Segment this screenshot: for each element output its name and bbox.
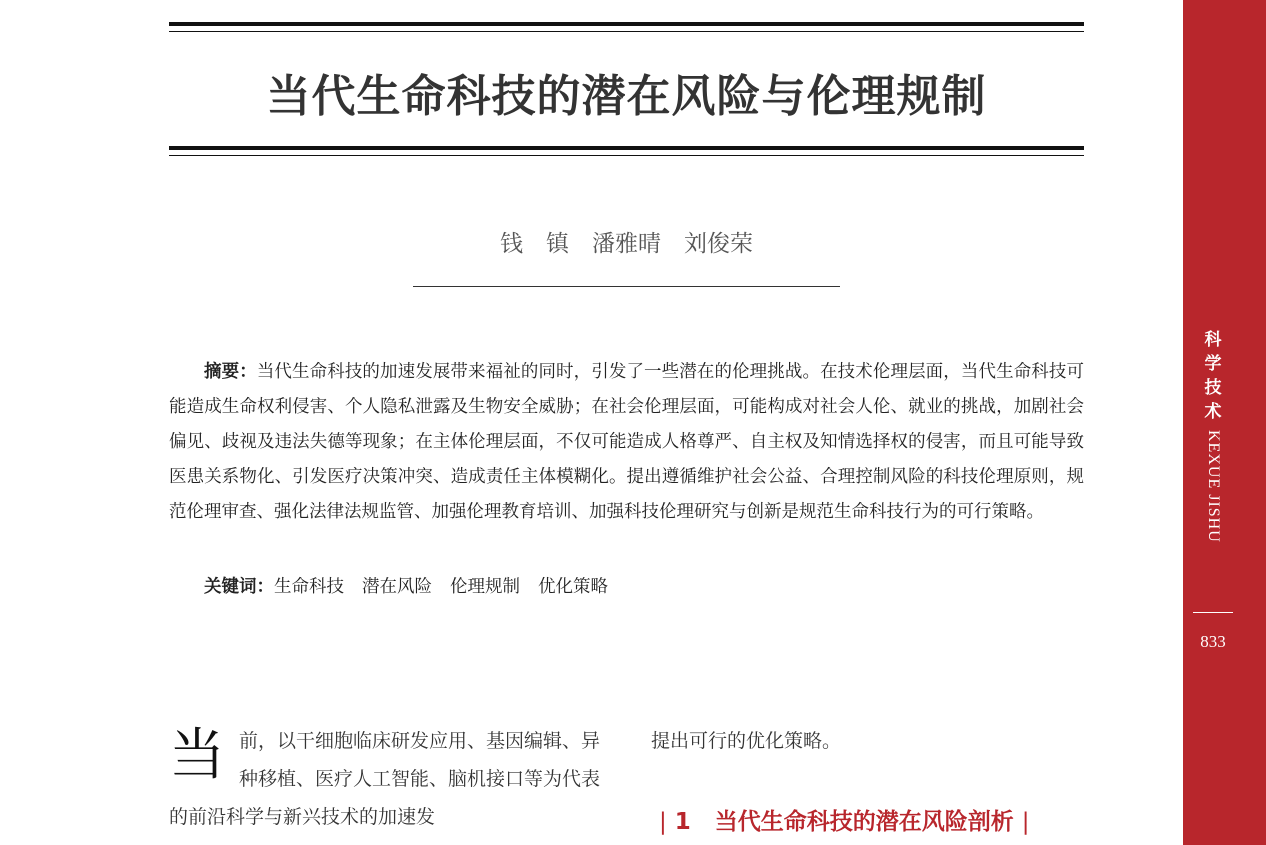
keywords-label: 关键词： (204, 577, 274, 597)
section-heading (651, 803, 1083, 836)
sidebar-column-title (1183, 328, 1243, 543)
body-column-left (169, 722, 605, 836)
sidebar-char: 术 (1204, 402, 1222, 422)
author-divider (413, 286, 840, 287)
top-rule-thick (169, 22, 1084, 26)
abstract-text: 当代生命科技的加速发展带来福祉的同时，引发了一些潜在的伦理挑战。在技术伦理层面，当代生命科技可能造成生命权利侵害、个人隐私泄露及生物安全威胁；在社会伦理层面，可能构成对社会人伦、就业的挑战，加剧社会偏见、歧视及违法失德等现象；在主体伦理层面，不仅可能造成人格尊严、自主权及知情选择权的侵害，而且可能导致医患关系物化、引发医疗决策冲突、造成责任主体模糊化。提出遵循维护社会公益、合理控制风险的科技伦理原则，规范伦理审查、强化法律法规监管、加强伦理教育培训、加强科技伦理研究与创新是规范生命科技行为的可行策略。 (169, 362, 1085, 522)
sidebar-char: 科 (1204, 330, 1222, 350)
abstract (169, 355, 1084, 530)
section-title: 当代生命科技的潜在风险剖析 (714, 809, 1014, 835)
drop-cap: 当 (169, 723, 225, 788)
author-list: 钱 镇 潘雅晴 刘俊荣 (500, 231, 753, 257)
sidebar-char: 技 (1204, 378, 1222, 398)
keyword: 伦理规制 (450, 577, 520, 597)
page-number: 833 (1200, 632, 1226, 651)
article-title: 当代生命科技的潜在风险与伦理规制 (266, 71, 987, 122)
sidebar-divider (1193, 612, 1233, 613)
top-rule-thin (169, 31, 1084, 32)
keyword: 优化策略 (538, 577, 608, 597)
heading-bar-left: | (659, 809, 667, 835)
keyword: 生命科技 (274, 577, 344, 597)
abstract-label: 摘要： (204, 362, 257, 382)
title-rule-thin (169, 155, 1084, 156)
journal-sidebar (1183, 0, 1266, 845)
body-column-right (651, 722, 1083, 760)
body-text-right: 提出可行的优化策略。 (651, 730, 842, 752)
keyword: 潜在风险 (362, 577, 432, 597)
section-number: 1 (674, 809, 691, 835)
body-text-left: 前，以干细胞临床研发应用、基因编辑、异种移植、医疗人工智能、脑机接口等为代表的前沿科学与新兴技术的加速发 (169, 730, 601, 828)
keywords (169, 570, 1084, 605)
sidebar-english: KEXUE JISHU (1205, 430, 1222, 543)
title-rule-thick (169, 146, 1084, 150)
sidebar-char: 学 (1204, 354, 1222, 374)
heading-bar-right: | (1021, 809, 1030, 835)
